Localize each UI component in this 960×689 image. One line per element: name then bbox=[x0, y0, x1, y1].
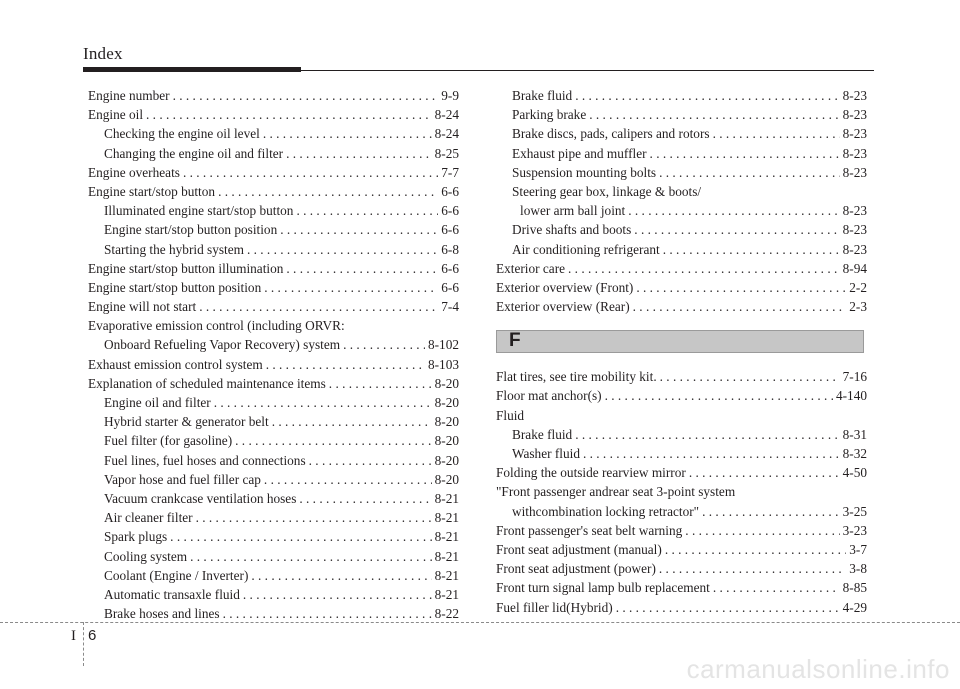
dot-leader bbox=[196, 508, 432, 527]
entry-page-ref: 6-6 bbox=[441, 203, 459, 219]
dot-leader bbox=[636, 278, 846, 297]
index-entry bbox=[88, 201, 459, 220]
entry-term: Fuel filter (for gasoline) bbox=[104, 433, 233, 449]
dot-leader bbox=[663, 240, 840, 259]
entry-term: Checking the engine oil level bbox=[104, 126, 260, 142]
entry-term: Cooling system bbox=[104, 548, 188, 564]
dot-leader bbox=[634, 220, 839, 239]
dot-leader bbox=[243, 585, 432, 604]
entry-page-ref: 3-25 bbox=[842, 503, 867, 519]
entry-page-ref: 8-102 bbox=[427, 337, 459, 353]
entry-page-ref: 4-29 bbox=[842, 599, 867, 615]
dot-leader bbox=[589, 105, 839, 124]
entry-page-ref: 8-20 bbox=[434, 433, 459, 449]
dot-leader bbox=[575, 86, 839, 105]
dot-leader bbox=[309, 451, 432, 470]
entry-term: Engine overheats bbox=[88, 164, 180, 180]
index-entry bbox=[88, 566, 459, 585]
dot-leader bbox=[170, 527, 431, 546]
index-entry bbox=[496, 220, 867, 239]
index-entry bbox=[496, 124, 867, 143]
entry-term: Flat tires, see tire mobility kit. bbox=[496, 369, 657, 385]
dot-leader bbox=[199, 297, 438, 316]
entry-term: Brake fluid bbox=[512, 88, 573, 103]
entry-term: Exhaust pipe and muffler bbox=[512, 145, 647, 161]
dot-leader bbox=[605, 386, 833, 405]
index-entry bbox=[88, 297, 459, 316]
dot-leader bbox=[660, 367, 840, 386]
index-entry bbox=[88, 86, 459, 105]
index-entry bbox=[88, 508, 459, 527]
index-entry bbox=[88, 105, 459, 124]
index-entry bbox=[496, 144, 867, 163]
index-entry bbox=[496, 598, 867, 617]
dot-leader bbox=[272, 412, 432, 431]
entry-page-ref: 8-85 bbox=[842, 580, 867, 596]
entry-page-ref: 8-25 bbox=[434, 145, 459, 161]
entry-page-ref: 8-21 bbox=[434, 586, 459, 602]
index-entry bbox=[496, 463, 867, 482]
entry-page-ref: 2-3 bbox=[849, 299, 867, 315]
entry-term: Brake hoses and lines bbox=[104, 606, 220, 622]
dot-leader bbox=[685, 521, 839, 540]
index-entry bbox=[88, 182, 459, 201]
header-rule-thin bbox=[83, 70, 874, 71]
index-entry: Fluid bbox=[496, 407, 525, 423]
entry-page-ref: 8-23 bbox=[842, 107, 867, 123]
footer-divider bbox=[0, 622, 960, 623]
index-entry bbox=[496, 502, 867, 521]
dot-leader bbox=[689, 463, 840, 482]
dot-leader bbox=[286, 259, 438, 278]
entry-term: Hybrid starter & generator belt bbox=[104, 414, 269, 430]
dot-leader bbox=[659, 163, 840, 182]
index-entry bbox=[496, 367, 867, 386]
dot-leader bbox=[251, 566, 431, 585]
dot-leader bbox=[616, 598, 840, 617]
entry-page-ref: 6-6 bbox=[441, 279, 459, 295]
entry-term: Engine oil bbox=[88, 107, 144, 123]
entry-page-ref: 8-23 bbox=[842, 126, 867, 142]
index-column-right bbox=[496, 86, 867, 617]
dot-leader bbox=[296, 201, 438, 220]
entry-page-ref: 9-9 bbox=[441, 88, 459, 103]
index-entry bbox=[88, 431, 459, 450]
entry-term: Spark plugs bbox=[104, 529, 168, 545]
entry-term: Fuel filler lid(Hybrid) bbox=[496, 599, 613, 615]
index-entry bbox=[496, 578, 867, 597]
dot-leader bbox=[583, 444, 840, 463]
dot-leader bbox=[183, 163, 438, 182]
entry-term: Air cleaner filter bbox=[104, 510, 193, 526]
entry-term: Vapor hose and fuel filler cap bbox=[104, 471, 261, 487]
entry-page-ref: 4-50 bbox=[842, 465, 867, 481]
index-entry bbox=[88, 393, 459, 412]
entry-term: Coolant (Engine / Inverter) bbox=[104, 567, 249, 583]
entry-term: Brake discs, pads, calipers and rotors bbox=[512, 126, 710, 142]
index-entry bbox=[496, 386, 867, 405]
dot-leader bbox=[146, 105, 432, 124]
entry-page-ref: 7-4 bbox=[441, 299, 459, 315]
dot-leader bbox=[702, 502, 840, 521]
index-entry bbox=[88, 451, 459, 470]
entry-page-ref: 8-103 bbox=[427, 356, 459, 372]
index-entry bbox=[88, 527, 459, 546]
entry-page-ref: 8-23 bbox=[842, 88, 867, 103]
index-entry bbox=[88, 355, 459, 374]
dot-leader bbox=[568, 259, 840, 278]
page-header-title: Index bbox=[83, 44, 123, 63]
dot-leader bbox=[575, 425, 839, 444]
entry-term: Vacuum crankcase ventilation hoses bbox=[104, 490, 297, 506]
index-entry bbox=[88, 374, 459, 393]
entry-page-ref: 8-23 bbox=[842, 203, 867, 219]
entry-page-ref: 2-2 bbox=[849, 279, 867, 295]
entry-page-ref: 7-16 bbox=[842, 369, 867, 385]
dot-leader bbox=[223, 604, 432, 623]
index-column-left bbox=[88, 86, 459, 623]
entry-term: Brake fluid bbox=[512, 426, 573, 442]
dot-leader bbox=[264, 470, 432, 489]
entry-page-ref: 8-94 bbox=[842, 260, 867, 276]
entry-page-ref: 8-20 bbox=[434, 375, 459, 391]
entry-page-ref: 3-23 bbox=[842, 522, 867, 538]
index-list-f bbox=[496, 367, 867, 616]
entry-page-ref: 8-23 bbox=[842, 222, 867, 238]
dot-leader bbox=[299, 489, 431, 508]
entry-page-ref: 4-140 bbox=[835, 388, 867, 404]
index-entry bbox=[496, 425, 867, 444]
entry-term: Suspension mounting bolts bbox=[512, 164, 657, 180]
entry-term: Explanation of scheduled maintenance items bbox=[88, 375, 326, 391]
entry-term: Front seat adjustment (power) bbox=[496, 561, 656, 577]
index-entry bbox=[88, 144, 459, 163]
entry-page-ref: 8-20 bbox=[434, 452, 459, 468]
entry-page-ref: 8-31 bbox=[842, 426, 867, 442]
footer-section-letter: I bbox=[71, 628, 76, 644]
entry-page-ref: 8-24 bbox=[434, 107, 459, 123]
dot-leader bbox=[713, 124, 840, 143]
entry-term: Changing the engine oil and filter bbox=[104, 145, 284, 161]
entry-term: Parking brake bbox=[512, 107, 587, 123]
index-entry bbox=[88, 240, 459, 259]
entry-term: Engine number bbox=[88, 88, 170, 103]
entry-term: Floor mat anchor(s) bbox=[496, 388, 602, 404]
index-entry bbox=[88, 220, 459, 239]
entry-term: lower arm ball joint bbox=[520, 203, 626, 219]
index-entry bbox=[88, 124, 459, 143]
entry-term: Engine start/stop button illumination bbox=[88, 260, 284, 276]
index-entry bbox=[496, 540, 867, 559]
dot-leader bbox=[235, 431, 431, 450]
entry-term: Exterior overview (Rear) bbox=[496, 299, 630, 315]
index-entry bbox=[88, 604, 459, 623]
dot-leader bbox=[628, 201, 839, 220]
entry-page-ref: 8-20 bbox=[434, 471, 459, 487]
entry-page-ref: 8-24 bbox=[434, 126, 459, 142]
entry-page-ref: 3-7 bbox=[849, 541, 867, 557]
dot-leader bbox=[650, 144, 840, 163]
index-entry bbox=[496, 259, 867, 278]
index-entry bbox=[88, 489, 459, 508]
entry-term: Illuminated engine start/stop button bbox=[104, 203, 294, 219]
entry-page-ref: 8-32 bbox=[842, 446, 867, 461]
dot-leader bbox=[659, 559, 846, 578]
entry-page-ref: 8-23 bbox=[842, 241, 867, 257]
entry-term: Starting the hybrid system bbox=[104, 241, 244, 257]
footer-vertical-divider bbox=[83, 622, 84, 666]
entry-page-ref: 7-7 bbox=[441, 164, 459, 180]
entry-page-ref: 8-21 bbox=[434, 490, 459, 506]
index-entry bbox=[496, 240, 867, 259]
entry-page-ref: 8-20 bbox=[434, 395, 459, 410]
dot-leader bbox=[214, 393, 432, 412]
dot-leader bbox=[286, 144, 432, 163]
entry-page-ref: 8-22 bbox=[434, 606, 459, 622]
dot-leader bbox=[343, 335, 425, 354]
dot-leader bbox=[173, 86, 439, 105]
entry-term: Engine start/stop button position bbox=[104, 222, 278, 238]
entry-term: Automatic transaxle fluid bbox=[104, 586, 240, 602]
entry-term: Air conditioning refrigerant bbox=[512, 241, 660, 257]
dot-leader bbox=[263, 124, 432, 143]
index-entry bbox=[88, 335, 459, 354]
index-entry bbox=[88, 547, 459, 566]
index-entry bbox=[496, 105, 867, 124]
entry-term: Front turn signal lamp bulb replacement bbox=[496, 580, 710, 596]
index-entry: "Front passenger andrear seat 3-point system bbox=[496, 484, 736, 500]
dot-leader bbox=[713, 578, 840, 597]
entry-term: Onboard Refueling Vapor Recovery) system bbox=[104, 337, 341, 353]
index-entry bbox=[88, 278, 459, 297]
index-list-e-continued bbox=[496, 86, 867, 316]
entry-term: Engine will not start bbox=[88, 299, 197, 315]
index-entry bbox=[88, 412, 459, 431]
entry-page-ref: 3-8 bbox=[849, 561, 867, 577]
entry-term: Front seat adjustment (manual) bbox=[496, 541, 662, 557]
entry-term: Engine start/stop button position bbox=[88, 279, 262, 295]
entry-term: Washer fluid bbox=[512, 446, 580, 461]
index-entry bbox=[88, 259, 459, 278]
dot-leader bbox=[633, 297, 847, 316]
entry-term: Engine start/stop button bbox=[88, 183, 216, 199]
entry-term: Fuel lines, fuel hoses and connections bbox=[104, 452, 306, 468]
entry-page-ref: 8-23 bbox=[842, 145, 867, 161]
entry-term: withcombination locking retractor" bbox=[512, 503, 700, 519]
dot-leader bbox=[247, 240, 438, 259]
entry-page-ref: 8-20 bbox=[434, 414, 459, 430]
entry-term: Engine oil and filter bbox=[104, 395, 211, 410]
entry-term: Exterior care bbox=[496, 260, 566, 276]
index-entry bbox=[496, 521, 867, 540]
dot-leader bbox=[329, 374, 432, 393]
entry-page-ref: 8-21 bbox=[434, 567, 459, 583]
entry-page-ref: 8-23 bbox=[842, 164, 867, 180]
entry-term: Exterior overview (Front) bbox=[496, 279, 634, 295]
entry-page-ref: 6-6 bbox=[441, 183, 459, 199]
index-entry bbox=[496, 444, 867, 463]
index-entry bbox=[496, 86, 867, 105]
section-header-f bbox=[496, 330, 864, 353]
entry-page-ref: 6-6 bbox=[441, 260, 459, 276]
entry-term: Folding the outside rearview mirror bbox=[496, 465, 686, 481]
entry-page-ref: 8-21 bbox=[434, 510, 459, 526]
index-entry bbox=[496, 201, 867, 220]
index-entry bbox=[88, 163, 459, 182]
index-entry bbox=[88, 585, 459, 604]
entry-page-ref: 6-6 bbox=[441, 222, 459, 238]
index-entry bbox=[496, 163, 867, 182]
dot-leader bbox=[218, 182, 438, 201]
entry-page-ref: 8-21 bbox=[434, 529, 459, 545]
index-entry bbox=[496, 297, 867, 316]
index-entry: Evaporative emission control (including ORVR: bbox=[88, 318, 345, 334]
index-entry: Steering gear box, linkage & boots/ bbox=[512, 183, 702, 199]
entry-term: Drive shafts and boots bbox=[512, 222, 632, 238]
index-entry bbox=[496, 559, 867, 578]
entry-page-ref: 6-8 bbox=[441, 241, 459, 257]
dot-leader bbox=[190, 547, 432, 566]
section-letter: F bbox=[509, 330, 521, 352]
dot-leader bbox=[665, 540, 846, 559]
entry-term: Exhaust emission control system bbox=[88, 356, 263, 372]
dot-leader bbox=[264, 278, 438, 297]
dot-leader bbox=[266, 355, 425, 374]
dot-leader bbox=[280, 220, 438, 239]
entry-page-ref: 8-21 bbox=[434, 548, 459, 564]
watermark: carmanualsonline.info bbox=[686, 654, 950, 684]
index-entry bbox=[88, 470, 459, 489]
footer-page-number: 6 bbox=[88, 627, 97, 644]
entry-term: Front passenger's seat belt warning bbox=[496, 522, 683, 538]
index-entry bbox=[496, 278, 867, 297]
